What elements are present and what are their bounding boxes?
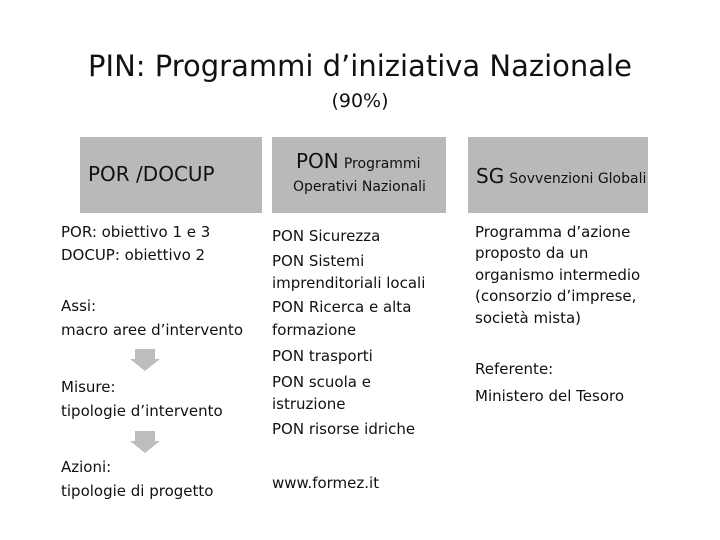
down-arrow-icon [130, 431, 160, 453]
sg-description-line: organismo intermedio [475, 266, 641, 284]
por-step-misure-label: Misure: [61, 378, 116, 396]
por-step-assi-desc: macro aree d’intervento [61, 321, 243, 339]
slide-title: PIN: Programmi d’iniziativa Nazionale [88, 49, 632, 83]
sg-description-line: Programma d’azione [475, 223, 631, 241]
pon-header-line2: Operativi Nazionali [293, 179, 426, 195]
pon-header-main: PON [296, 149, 339, 173]
sg-referente-label: Referente: [475, 360, 554, 378]
formez-link[interactable]: www.formez.it [272, 474, 380, 492]
pon-item: istruzione [272, 395, 346, 413]
pon-header-small: Programmi [343, 156, 421, 172]
pon-item: PON risorse idriche [272, 420, 416, 438]
por-objective-2: DOCUP: obiettivo 2 [61, 246, 206, 264]
sg-description-line: (consorzio d’imprese, [475, 287, 637, 305]
pon-item: imprenditoriali locali [272, 274, 426, 292]
por-step-assi-label: Assi: [61, 297, 97, 315]
pon-item: PON Sicurezza [272, 227, 381, 245]
por-step-azioni-desc: tipologie di progetto [61, 482, 214, 500]
pon-item: formazione [272, 321, 357, 339]
por-step-azioni-label: Azioni: [61, 458, 112, 476]
por-step-misure-desc: tipologie d’intervento [61, 402, 223, 420]
sg-description-line: società mista) [475, 309, 581, 327]
sg-header-label [476, 163, 646, 189]
por-objective-1: POR: obiettivo 1 e 3 [61, 223, 211, 241]
down-arrow-icon [130, 349, 160, 371]
pon-header-line1 [296, 148, 420, 174]
por-header-label: POR /DOCUP [88, 162, 215, 186]
pon-item: PON Ricerca e alta [272, 298, 412, 316]
slide-subtitle: (90%) [331, 90, 389, 112]
pon-item: PON Sistemi [272, 252, 365, 270]
sg-header-main: SG [476, 164, 505, 188]
pon-item: PON trasporti [272, 347, 373, 365]
sg-header-small: Sovvenzioni Globali [509, 171, 647, 187]
pon-item: PON scuola e [272, 373, 371, 391]
sg-description-line: proposto da un [475, 244, 589, 262]
sg-referente-value: Ministero del Tesoro [475, 387, 625, 405]
